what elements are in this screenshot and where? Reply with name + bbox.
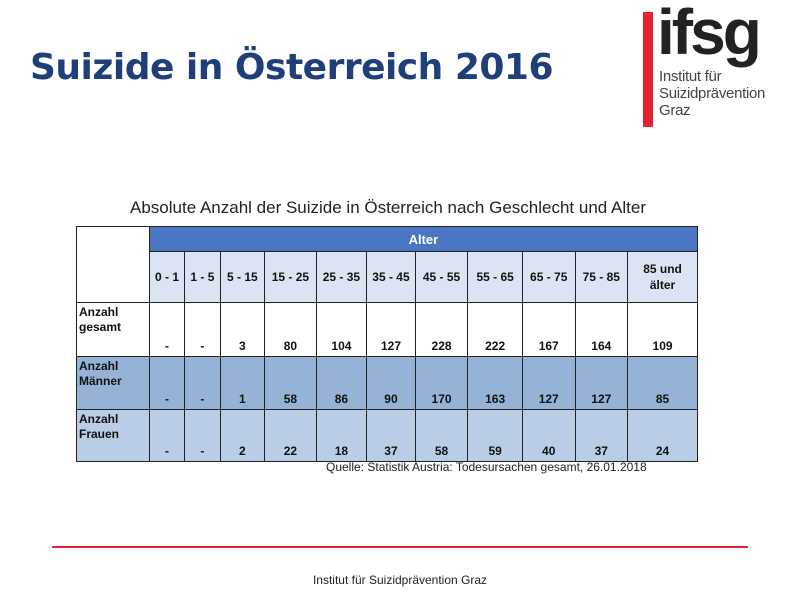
table-cell: 1 <box>220 357 264 410</box>
row-label-line: Anzahl <box>79 412 119 426</box>
table-cell: 37 <box>575 410 628 462</box>
table-cell: 127 <box>367 303 416 357</box>
logo-subtitle <box>659 68 765 119</box>
logo-red-bar <box>643 12 653 127</box>
logo-wordmark: ifsg <box>657 0 759 68</box>
table-row <box>77 410 698 462</box>
table-cell: 24 <box>628 410 698 462</box>
slide-title: Suizide in Österreich 2016 <box>30 47 554 88</box>
table-cell: - <box>185 410 220 462</box>
table-cell: - <box>149 303 184 357</box>
table-cell: - <box>149 357 184 410</box>
row-label <box>77 410 150 462</box>
table-cell: 222 <box>468 303 523 357</box>
row-label-line: Anzahl <box>79 305 119 319</box>
table-cell: 109 <box>628 303 698 357</box>
age-range-header: 25 - 35 <box>316 252 367 303</box>
table-row <box>77 357 698 410</box>
row-label-line: gesamt <box>79 320 122 334</box>
age-group-header: Alter <box>149 227 697 252</box>
table-cell: 2 <box>220 410 264 462</box>
table-cell: - <box>185 357 220 410</box>
table-cell: 164 <box>575 303 628 357</box>
table-cell: 40 <box>522 410 575 462</box>
logo-subtitle-line: Graz <box>659 102 691 119</box>
table-cell: 104 <box>316 303 367 357</box>
table-cell: 170 <box>415 357 468 410</box>
age-range-header: 75 - 85 <box>575 252 628 303</box>
row-label-line: Anzahl <box>79 359 119 373</box>
age-range-header: 55 - 65 <box>468 252 523 303</box>
age-range-header: 45 - 55 <box>415 252 468 303</box>
age-range-header: 1 - 5 <box>185 252 220 303</box>
table-cell: 167 <box>522 303 575 357</box>
table-cell: 18 <box>316 410 367 462</box>
table-cell: 86 <box>316 357 367 410</box>
table-cell: 80 <box>265 303 317 357</box>
table-cell: 163 <box>468 357 523 410</box>
ifsg-logo <box>643 0 793 128</box>
table-cell: 58 <box>265 357 317 410</box>
table-cell: 59 <box>468 410 523 462</box>
table-cell: 127 <box>575 357 628 410</box>
age-range-header: 85 und älter <box>628 252 698 303</box>
age-range-header: 35 - 45 <box>367 252 416 303</box>
table-cell: - <box>185 303 220 357</box>
logo-subtitle-line: Suizidprävention <box>659 85 766 102</box>
table-cell: 85 <box>628 357 698 410</box>
table-cell: 3 <box>220 303 264 357</box>
row-label-line: Männer <box>79 374 122 388</box>
table-row <box>77 303 698 357</box>
footer-divider <box>52 546 748 548</box>
table-cell: - <box>149 410 184 462</box>
age-range-header: 65 - 75 <box>522 252 575 303</box>
table-body <box>77 303 698 462</box>
table-cell: 58 <box>415 410 468 462</box>
age-range-header: 15 - 25 <box>265 252 317 303</box>
table-cell: 37 <box>367 410 416 462</box>
row-label-line: Frauen <box>79 427 120 441</box>
age-range-header: 5 - 15 <box>220 252 264 303</box>
table-corner-cell <box>77 227 150 303</box>
table-caption: Absolute Anzahl der Suizide in Österreich nach Geschlecht und Alter <box>130 198 646 217</box>
table-cell: 22 <box>265 410 317 462</box>
table-cell: 127 <box>522 357 575 410</box>
footer-text: Institut für Suizidprävention Graz <box>312 573 488 587</box>
row-label <box>77 357 150 410</box>
logo-subtitle-line: Institut für <box>659 68 722 85</box>
row-label <box>77 303 150 357</box>
age-range-header-row <box>77 252 698 303</box>
age-range-header: 0 - 1 <box>149 252 184 303</box>
table-cell: 228 <box>415 303 468 357</box>
suicide-table <box>76 226 698 462</box>
source-note: Quelle: Statistik Austria: Todesursachen gesamt, 26.01.2018 <box>326 460 647 474</box>
table-cell: 90 <box>367 357 416 410</box>
